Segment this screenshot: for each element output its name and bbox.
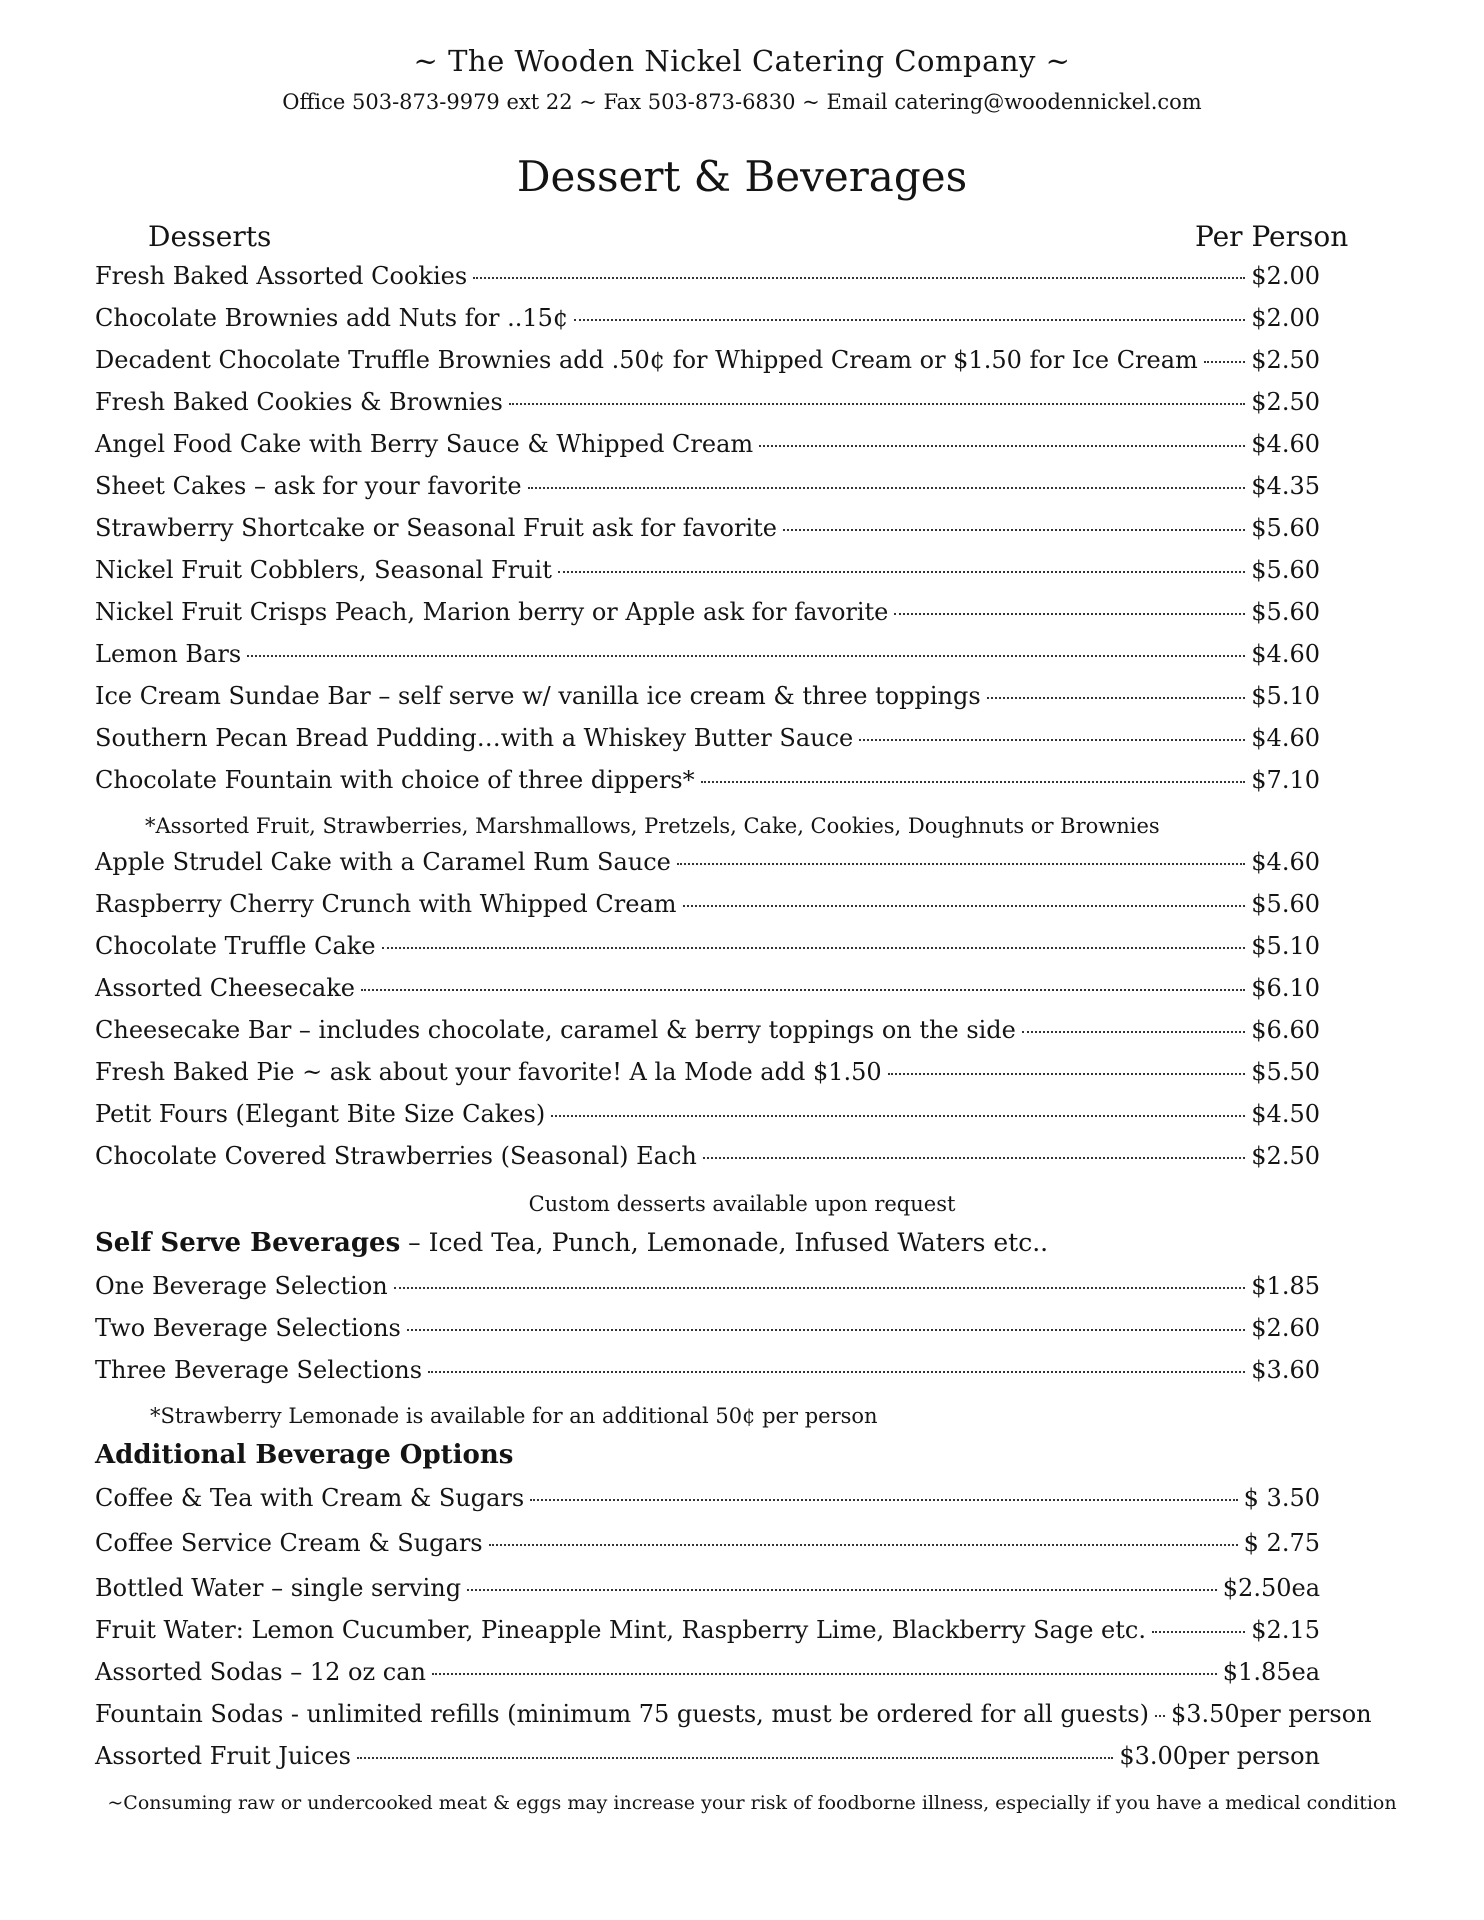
item-price: $ 3.50 xyxy=(1243,1484,1320,1512)
dot-leader xyxy=(1155,1715,1165,1717)
dot-leader xyxy=(859,739,1245,741)
item-price: $2.50 xyxy=(1251,1142,1320,1170)
item-price: $2.50ea xyxy=(1222,1574,1320,1602)
item-name: Assorted Fruit Juices xyxy=(95,1742,351,1770)
menu-item xyxy=(95,974,1320,1014)
dot-leader xyxy=(574,319,1245,321)
contact-line: Office 503-873-9979 ext 22 ~ Fax 503-873-6830 ~ Email catering@woodennickel.com xyxy=(282,90,1202,114)
menu-item xyxy=(95,640,1320,680)
item-name: Coffee & Tea with Cream & Sugars xyxy=(95,1484,525,1512)
item-price: $7.10 xyxy=(1251,766,1320,794)
menu-item xyxy=(95,1700,1372,1740)
item-name: Fresh Baked Cookies & Brownies xyxy=(95,388,503,416)
additional-heading: Additional Beverage Options xyxy=(95,1440,514,1470)
menu-item xyxy=(95,430,1320,470)
menu-item xyxy=(95,766,1320,806)
item-name: Petit Fours (Elegant Bite Size Cakes) xyxy=(95,1100,546,1128)
item-price: $6.60 xyxy=(1251,1016,1320,1044)
dot-leader xyxy=(473,277,1245,279)
menu-item xyxy=(95,304,1320,344)
dot-leader xyxy=(428,1371,1245,1373)
item-price: $ 2.75 xyxy=(1243,1529,1320,1557)
menu-item xyxy=(95,1314,1320,1354)
item-price: $3.00per person xyxy=(1119,1742,1320,1770)
company-name: ~ The Wooden Nickel Catering Company ~ xyxy=(413,44,1071,78)
dot-leader xyxy=(247,655,1245,657)
item-name: Chocolate Brownies add Nuts for ..15¢ xyxy=(95,304,569,332)
item-name: Ice Cream Sundae Bar – self serve w/ vanilla ice cream & three toppings xyxy=(95,682,981,710)
dot-leader xyxy=(558,571,1245,573)
menu-item xyxy=(95,1100,1320,1140)
item-price: $3.60 xyxy=(1251,1356,1320,1384)
item-price: $4.60 xyxy=(1251,724,1320,752)
item-price: $2.50 xyxy=(1251,346,1320,374)
item-name: One Beverage Selection xyxy=(95,1272,388,1300)
self-serve-heading xyxy=(95,1228,1048,1258)
dot-leader xyxy=(683,905,1246,907)
item-price: $4.60 xyxy=(1251,430,1320,458)
item-name: Assorted Sodas – 12 oz can xyxy=(95,1658,426,1686)
item-name: Angel Food Cake with Berry Sauce & Whipped Cream xyxy=(95,430,754,458)
page-title: Dessert & Beverages xyxy=(516,152,968,201)
menu-item xyxy=(95,388,1320,428)
dot-leader xyxy=(509,403,1245,405)
item-name: Decadent Chocolate Truffle Brownies add .50¢ for Whipped Cream or $1.50 for Ice Cream xyxy=(95,346,1198,374)
dot-leader xyxy=(1152,1631,1245,1633)
item-price: $2.60 xyxy=(1251,1314,1320,1342)
item-price: $2.00 xyxy=(1251,304,1320,332)
item-name: Coffee Service Cream & Sugars xyxy=(95,1529,483,1557)
fountain-dippers-note: *Assorted Fruit, Strawberries, Marshmallows, Pretzels, Cake, Cookies, Doughnuts or Brownies xyxy=(145,814,1160,838)
dot-leader xyxy=(677,863,1245,865)
dot-leader xyxy=(361,989,1245,991)
item-name: Bottled Water – single serving xyxy=(95,1574,462,1602)
item-name: Three Beverage Selections xyxy=(95,1356,423,1384)
item-price: $3.50per person xyxy=(1170,1700,1372,1728)
dot-leader xyxy=(382,947,1246,949)
menu-item xyxy=(95,1742,1320,1782)
item-name: Fresh Baked Assorted Cookies xyxy=(95,262,468,290)
foodborne-illness-disclaimer: ~Consuming raw or undercooked meat & eggs may increase your risk of foodborne illness, especially if you have a medical condition xyxy=(107,1792,1397,1814)
item-name: Nickel Fruit Cobblers, Seasonal Fruit xyxy=(95,556,552,584)
item-price: $5.10 xyxy=(1251,932,1320,960)
item-price: $4.60 xyxy=(1251,640,1320,668)
item-name: Southern Pecan Bread Pudding…with a Whiskey Butter Sauce xyxy=(95,724,854,752)
menu-item xyxy=(95,1529,1320,1569)
item-price: $5.10 xyxy=(1251,682,1320,710)
menu-item xyxy=(95,514,1320,554)
item-price: $6.10 xyxy=(1251,974,1320,1002)
item-price: $5.60 xyxy=(1251,514,1320,542)
menu-item xyxy=(95,1058,1320,1098)
menu-item xyxy=(95,1616,1320,1656)
menu-item xyxy=(95,724,1320,764)
dot-leader xyxy=(987,697,1246,699)
item-name: Raspberry Cherry Crunch with Whipped Cream xyxy=(95,890,677,918)
desserts-heading: Desserts xyxy=(148,220,272,253)
menu-item xyxy=(95,346,1320,386)
custom-desserts-note: Custom desserts available upon request xyxy=(528,1192,956,1216)
item-price: $2.50 xyxy=(1251,388,1320,416)
menu-item xyxy=(95,932,1320,972)
item-price: $4.50 xyxy=(1251,1100,1320,1128)
item-price: $2.00 xyxy=(1251,262,1320,290)
dot-leader xyxy=(467,1589,1217,1591)
menu-item xyxy=(95,262,1320,302)
item-name: Chocolate Covered Strawberries (Seasonal) Each xyxy=(95,1142,697,1170)
item-price: $4.60 xyxy=(1251,848,1320,876)
self-serve-subtitle: – Iced Tea, Punch, Lemonade, Infused Waters etc.. xyxy=(400,1228,1049,1257)
dot-leader xyxy=(894,613,1245,615)
item-name: Fountain Sodas - unlimited refills (minimum 75 guests, must be ordered for all guests) xyxy=(95,1700,1149,1728)
menu-item xyxy=(95,598,1320,638)
menu-item xyxy=(95,1484,1320,1524)
dot-leader xyxy=(489,1544,1238,1546)
item-name: Fresh Baked Pie ~ ask about your favorite! A la Mode add $1.50 xyxy=(95,1058,882,1086)
menu-item xyxy=(95,682,1320,722)
menu-item xyxy=(95,1574,1320,1614)
dot-leader xyxy=(551,1115,1245,1117)
menu-item xyxy=(95,1142,1320,1182)
dot-leader xyxy=(888,1073,1246,1075)
item-name: Nickel Fruit Crisps Peach, Marion berry or Apple ask for favorite xyxy=(95,598,889,626)
item-price: $5.50 xyxy=(1251,1058,1320,1086)
item-price: $5.60 xyxy=(1251,890,1320,918)
menu-item xyxy=(95,556,1320,596)
item-price: $4.35 xyxy=(1251,472,1320,500)
item-price: $2.15 xyxy=(1251,1616,1320,1644)
menu-item xyxy=(95,472,1320,512)
menu-item xyxy=(95,1016,1320,1056)
dot-leader xyxy=(759,445,1245,447)
item-name: Assorted Cheesecake xyxy=(95,974,355,1002)
item-name: Lemon Bars xyxy=(95,640,242,668)
dot-leader xyxy=(530,1499,1237,1501)
dot-leader xyxy=(701,781,1246,783)
menu-item xyxy=(95,890,1320,930)
dot-leader xyxy=(394,1287,1246,1289)
dot-leader xyxy=(1204,361,1245,363)
dot-leader xyxy=(1022,1031,1245,1033)
item-price: $5.60 xyxy=(1251,556,1320,584)
dot-leader xyxy=(528,487,1246,489)
item-name: Fruit Water: Lemon Cucumber, Pineapple Mint, Raspberry Lime, Blackberry Sage etc. xyxy=(95,1616,1146,1644)
lemonade-note: *Strawberry Lemonade is available for an additional 50¢ per person xyxy=(150,1404,878,1428)
item-name: Sheet Cakes – ask for your favorite xyxy=(95,472,522,500)
item-name: Two Beverage Selections xyxy=(95,1314,401,1342)
menu-item xyxy=(95,1658,1320,1698)
item-name: Cheesecake Bar – includes chocolate, caramel & berry toppings on the side xyxy=(95,1016,1016,1044)
item-name: Chocolate Truffle Cake xyxy=(95,932,376,960)
dot-leader xyxy=(432,1673,1217,1675)
menu-item xyxy=(95,848,1320,888)
item-name: Strawberry Shortcake or Seasonal Fruit ask for favorite xyxy=(95,514,777,542)
item-price: $1.85ea xyxy=(1222,1658,1320,1686)
self-serve-title: Self Serve Beverages xyxy=(95,1228,401,1258)
menu-item xyxy=(95,1356,1320,1396)
dot-leader xyxy=(357,1757,1113,1759)
dot-leader xyxy=(407,1329,1245,1331)
item-name: Apple Strudel Cake with a Caramel Rum Sauce xyxy=(95,848,671,876)
item-price: $1.85 xyxy=(1251,1272,1320,1300)
item-price: $5.60 xyxy=(1251,598,1320,626)
menu-item xyxy=(95,1272,1320,1312)
per-person-heading: Per Person xyxy=(1195,220,1349,253)
dot-leader xyxy=(703,1157,1245,1159)
dot-leader xyxy=(783,529,1245,531)
item-name: Chocolate Fountain with choice of three dippers* xyxy=(95,766,695,794)
